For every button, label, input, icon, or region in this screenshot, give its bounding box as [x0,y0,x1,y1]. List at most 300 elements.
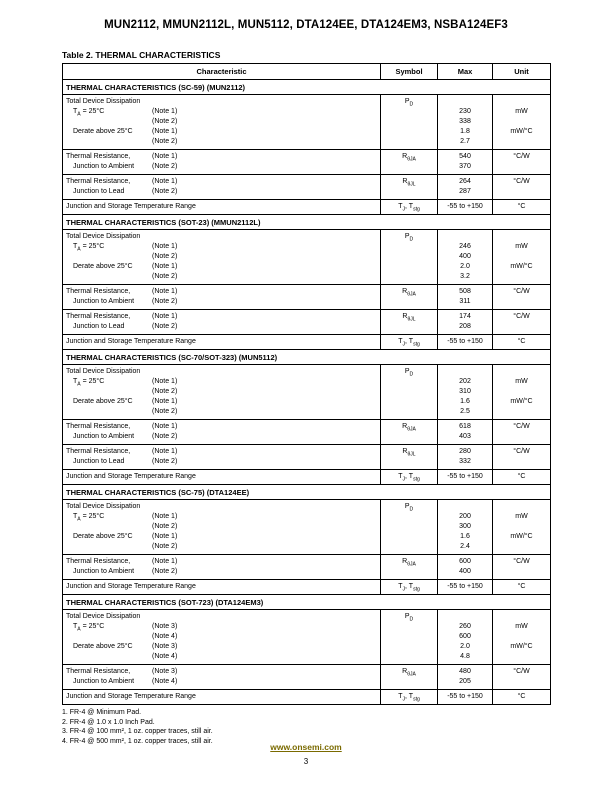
characteristic-cell [63,95,381,150]
characteristic-line [66,107,377,117]
max-value [440,97,490,107]
max-value: 1.8 [460,128,470,135]
max-value: 400 [459,568,471,575]
unit-cell [493,335,551,350]
unit-cell [493,690,551,705]
symbol-cell [381,690,438,705]
characteristic-line [66,407,377,417]
characteristic-text [73,388,75,395]
note-ref: (Note 1) [152,398,178,405]
max-value [440,502,490,512]
unit-value [495,117,548,127]
characteristic-cell [63,175,381,200]
characteristic-cell [63,150,381,175]
note-ref: (Note 4) [152,678,178,685]
max-cell [438,610,493,665]
unit-value: °C/W [513,423,530,430]
unit-value [495,97,548,107]
symbol-cell [381,285,438,310]
symbol-text: $P_D$ [404,233,414,243]
unit-value: mW/°C [510,398,533,405]
unit-value [495,322,548,332]
characteristic-line [66,447,377,457]
max-value: 230 [459,108,471,115]
characteristic-text: Junction and Storage Temperature Range [66,203,196,210]
symbol-cell [381,150,438,175]
symbol-text: $R_{\theta JL}$ [402,448,416,458]
symbol-text: $R_{\theta JA}$ [402,668,416,678]
characteristic-line [66,557,377,567]
characteristic-line [66,322,377,332]
max-value: -55 to +150 [447,338,483,345]
table-row [63,445,551,470]
note-ref: (Note 2) [152,298,178,305]
symbol-cell [381,665,438,690]
symbol-text: $P_D$ [404,503,414,513]
max-value [440,612,490,622]
symbol-cell [381,335,438,350]
note-ref: (Note 2) [152,388,178,395]
characteristic-text: $T_A = 25^\circ C$ [73,623,105,633]
symbol-cell [381,445,438,470]
note-ref: (Note 3) [152,643,178,650]
characteristic-line [66,272,377,282]
characteristic-line [66,397,377,407]
section-header-row [63,80,551,95]
footnote: 1. FR-4 @ Minimum Pad. [62,709,142,716]
section-title: THERMAL CHARACTERISTICS (SC-75) (DTA124EE) [63,485,551,500]
unit-value [495,457,548,467]
max-cell [438,580,493,595]
section-title: THERMAL CHARACTERISTICS (SOT-723) (DTA124EM3) [63,595,551,610]
note-ref: (Note 1) [152,153,178,160]
characteristic-text: Thermal Resistance, [66,178,131,185]
table-row [63,95,551,150]
unit-value: °C [517,583,526,590]
unit-value [495,387,548,397]
unit-cell [493,665,551,690]
characteristic-line [66,612,377,622]
characteristic-text: Total Device Dissipation [66,98,141,105]
unit-cell [493,610,551,665]
unit-value [495,297,548,307]
characteristic-text: $T_A = 25^\circ C$ [73,513,105,523]
max-value: 311 [459,298,471,305]
unit-value: mW [515,243,528,250]
max-cell [438,365,493,420]
characteristic-text: Total Device Dissipation [66,368,141,375]
symbol-cell [381,95,438,150]
max-cell [438,555,493,580]
note-ref: (Note 1) [152,178,178,185]
table-row [63,555,551,580]
symbol-text: $R_{\theta JA}$ [402,558,416,568]
table-row [63,420,551,445]
unit-value: °C [517,203,526,210]
unit-value [495,432,548,442]
symbol-cell [381,470,438,485]
table-row [63,285,551,310]
symbol-text: $P_D$ [404,613,414,623]
characteristic-text [73,653,75,660]
characteristic-text: Thermal Resistance, [66,288,131,295]
characteristic-line [66,137,377,147]
max-value: 618 [459,423,471,430]
max-value: 508 [459,288,471,295]
characteristic-line [66,187,377,197]
characteristic-text: $T_A = 25^\circ C$ [73,243,105,253]
characteristic-text: Derate above 25°C [73,643,133,650]
characteristic-text: Derate above 25°C [73,533,133,540]
table-row [63,365,551,420]
note-ref: (Note 2) [152,433,178,440]
col-header-max: Max [438,64,493,80]
note-ref: (Note 2) [152,253,178,260]
characteristic-text: Total Device Dissipation [66,613,141,620]
unit-value: mW [515,513,528,520]
note-ref: (Note 1) [152,423,178,430]
section-header-row [63,485,551,500]
max-value: 200 [459,513,471,520]
table-header-row [63,64,551,80]
characteristic-line [66,677,377,687]
characteristic-line [66,177,377,187]
characteristic-line [66,512,377,522]
characteristic-line [66,242,377,252]
max-value: 370 [459,163,471,170]
characteristic-line [66,542,377,552]
footnote: 4. FR-4 @ 500 mm², 1 oz. copper traces, still air. [62,737,213,745]
max-value: 400 [459,253,471,260]
characteristic-cell [63,470,381,485]
characteristic-text: Junction to Ambient [73,433,135,440]
max-value: 2.7 [460,138,470,145]
symbol-text: $T_J$, $T_{stg}$ [398,473,420,483]
characteristic-line [66,642,377,652]
symbol-text: $R_{\theta JA}$ [402,288,416,298]
characteristic-line [66,457,377,467]
characteristic-text: $T_A = 25^\circ C$ [73,378,105,388]
max-value: 260 [459,623,471,630]
characteristic-line [66,422,377,432]
note-ref: (Note 1) [152,243,178,250]
characteristic-text: Junction to Ambient [73,163,135,170]
unit-value: °C/W [513,668,530,675]
max-value: 338 [459,118,471,125]
characteristic-text [73,633,75,640]
max-value: 1.6 [460,533,470,540]
note-ref: (Note 1) [152,128,178,135]
max-value: 202 [459,378,471,385]
characteristic-line [66,582,377,592]
characteristic-line [66,202,377,212]
max-cell [438,420,493,445]
characteristic-text: Thermal Resistance, [66,448,131,455]
max-cell [438,200,493,215]
characteristic-text [73,118,75,125]
thermal-table-body [63,80,551,705]
characteristic-text: Thermal Resistance, [66,558,131,565]
note-ref: (Note 1) [152,448,178,455]
characteristic-text: Total Device Dissipation [66,233,141,240]
unit-value [495,542,548,552]
unit-value: °C/W [513,558,530,565]
table-row [63,310,551,335]
section-header-row [63,215,551,230]
unit-value: °C [517,338,526,345]
characteristic-line [66,162,377,172]
symbol-cell [381,500,438,555]
note-ref: (Note 1) [152,313,178,320]
max-value: 332 [459,458,471,465]
note-ref: (Note 1) [152,558,178,565]
section-title: THERMAL CHARACTERISTICS (SC-59) (MUN2112) [63,80,551,95]
table-row [63,580,551,595]
max-value: 174 [459,313,471,320]
characteristic-text: Derate above 25°C [73,398,133,405]
note-ref: (Note 4) [152,653,178,660]
unit-value [495,162,548,172]
characteristic-line [66,522,377,532]
symbol-cell [381,200,438,215]
unit-value: °C/W [513,153,530,160]
characteristic-text: $T_A = 25^\circ C$ [73,108,105,118]
characteristic-line [66,532,377,542]
max-value: 2.0 [460,263,470,270]
page-footer [0,737,612,766]
unit-cell [493,500,551,555]
col-header-unit: Unit [493,64,551,80]
note-ref: (Note 3) [152,668,178,675]
max-value: 480 [459,668,471,675]
table-row [63,335,551,350]
characteristic-text: Junction and Storage Temperature Range [66,583,196,590]
table-row [63,665,551,690]
unit-value: °C/W [513,178,530,185]
max-cell [438,310,493,335]
section-header-row [63,350,551,365]
characteristic-line [66,667,377,677]
unit-value [495,522,548,532]
characteristic-line [66,262,377,272]
symbol-cell [381,610,438,665]
characteristic-text: Junction to Ambient [73,678,135,685]
characteristic-line [66,692,377,702]
note-ref: (Note 2) [152,163,178,170]
symbol-text: $T_J$, $T_{stg}$ [398,693,420,703]
characteristic-text: Derate above 25°C [73,263,133,270]
characteristic-line [66,127,377,137]
characteristic-cell [63,555,381,580]
unit-value: °C [517,473,526,480]
max-value: 287 [459,188,471,195]
unit-cell [493,95,551,150]
symbol-text: $R_{\theta JA}$ [402,423,416,433]
max-value: 300 [459,523,471,530]
characteristic-text [73,523,75,530]
table-row [63,230,551,285]
characteristic-line [66,622,377,632]
characteristic-line [66,232,377,242]
unit-value [495,502,548,512]
max-value [440,367,490,377]
characteristic-line [66,297,377,307]
unit-value: mW [515,623,528,630]
characteristic-text: Junction and Storage Temperature Range [66,693,196,700]
unit-value: mW [515,378,528,385]
note-ref: (Note 1) [152,533,178,540]
table-row [63,175,551,200]
characteristic-cell [63,310,381,335]
symbol-text: $T_J$, $T_{stg}$ [398,338,420,348]
characteristic-cell [63,500,381,555]
max-value: 2.0 [460,643,470,650]
symbol-text: $T_J$, $T_{stg}$ [398,203,420,213]
max-cell [438,665,493,690]
note-ref: (Note 2) [152,138,178,145]
characteristic-line [66,337,377,347]
unit-value [495,612,548,622]
unit-value [495,407,548,417]
max-cell [438,500,493,555]
characteristic-cell [63,285,381,310]
note-ref: (Note 2) [152,273,178,280]
note-ref: (Note 2) [152,408,178,415]
note-ref: (Note 1) [152,108,178,115]
onsemi-link[interactable]: www.onsemi.com [270,742,342,752]
unit-cell [493,580,551,595]
characteristic-line [66,632,377,642]
max-value: 3.2 [460,273,470,280]
characteristic-line [66,567,377,577]
page-number: 3 [303,757,309,766]
symbol-text: $P_D$ [404,368,414,378]
characteristic-text: Junction and Storage Temperature Range [66,473,196,480]
max-value: -55 to +150 [447,473,483,480]
characteristic-cell [63,610,381,665]
characteristic-text: Derate above 25°C [73,128,133,135]
note-ref: (Note 2) [152,458,178,465]
page-content [62,50,550,746]
unit-value [495,137,548,147]
note-ref: (Note 2) [152,323,178,330]
characteristic-line [66,97,377,107]
unit-value [495,187,548,197]
section-title: THERMAL CHARACTERISTICS (SC-70/SOT-323) (MUN5112) [63,350,551,365]
footnote: 3. FR-4 @ 100 mm², 1 oz. copper traces, still air. [62,728,213,735]
unit-cell [493,285,551,310]
max-cell [438,175,493,200]
unit-value [495,272,548,282]
table-row [63,470,551,485]
symbol-text: $T_J$, $T_{stg}$ [398,583,420,593]
unit-value: mW/°C [510,533,533,540]
unit-cell [493,470,551,485]
unit-value [495,652,548,662]
note-ref: (Note 2) [152,188,178,195]
unit-value [495,677,548,687]
max-cell [438,230,493,285]
unit-value: °C [517,693,526,700]
unit-cell [493,150,551,175]
section-header-row [63,595,551,610]
symbol-cell [381,310,438,335]
note-ref: (Note 2) [152,543,178,550]
unit-cell [493,445,551,470]
note-ref: (Note 1) [152,378,178,385]
characteristic-text [73,543,75,550]
characteristic-line [66,312,377,322]
characteristic-text [73,138,75,145]
max-value: -55 to +150 [447,693,483,700]
unit-value: °C/W [513,288,530,295]
characteristic-text: Thermal Resistance, [66,153,131,160]
characteristic-line [66,377,377,387]
characteristic-line [66,432,377,442]
symbol-text: $R_{\theta JA}$ [402,153,416,163]
characteristic-text: Junction and Storage Temperature Range [66,338,196,345]
max-value: 403 [459,433,471,440]
unit-cell [493,200,551,215]
characteristic-cell [63,445,381,470]
characteristic-line [66,252,377,262]
max-cell [438,150,493,175]
max-value: 600 [459,558,471,565]
unit-cell [493,175,551,200]
max-cell [438,95,493,150]
unit-value: mW/°C [510,263,533,270]
max-cell [438,445,493,470]
symbol-cell [381,580,438,595]
characteristic-text [73,408,75,415]
max-cell [438,335,493,350]
note-ref: (Note 1) [152,288,178,295]
table-title: Table 2. THERMAL CHARACTERISTICS [62,50,221,60]
section-title: THERMAL CHARACTERISTICS (SOT-23) (MMUN2112L) [63,215,551,230]
max-value: 2.4 [460,543,470,550]
characteristic-text: Thermal Resistance, [66,423,131,430]
symbol-cell [381,420,438,445]
col-header-characteristic: Characteristic [63,64,381,80]
characteristic-text [73,273,75,280]
max-cell [438,285,493,310]
max-value: 2.5 [460,408,470,415]
unit-value: mW [515,108,528,115]
table-row [63,610,551,665]
characteristic-cell [63,420,381,445]
symbol-text: $R_{\theta JL}$ [402,178,416,188]
max-value: 280 [459,448,471,455]
unit-value [495,632,548,642]
max-value: -55 to +150 [447,203,483,210]
unit-cell [493,230,551,285]
max-value: 205 [459,678,471,685]
unit-cell [493,420,551,445]
table-row [63,690,551,705]
symbol-cell [381,365,438,420]
characteristic-line [66,387,377,397]
unit-value [495,232,548,242]
unit-cell [493,555,551,580]
characteristic-text: Thermal Resistance, [66,668,131,675]
max-value: 4.8 [460,653,470,660]
max-cell [438,690,493,705]
unit-value [495,367,548,377]
characteristic-text: Junction to Ambient [73,298,135,305]
max-value: 208 [459,323,471,330]
max-value: 540 [459,153,471,160]
characteristic-line [66,117,377,127]
